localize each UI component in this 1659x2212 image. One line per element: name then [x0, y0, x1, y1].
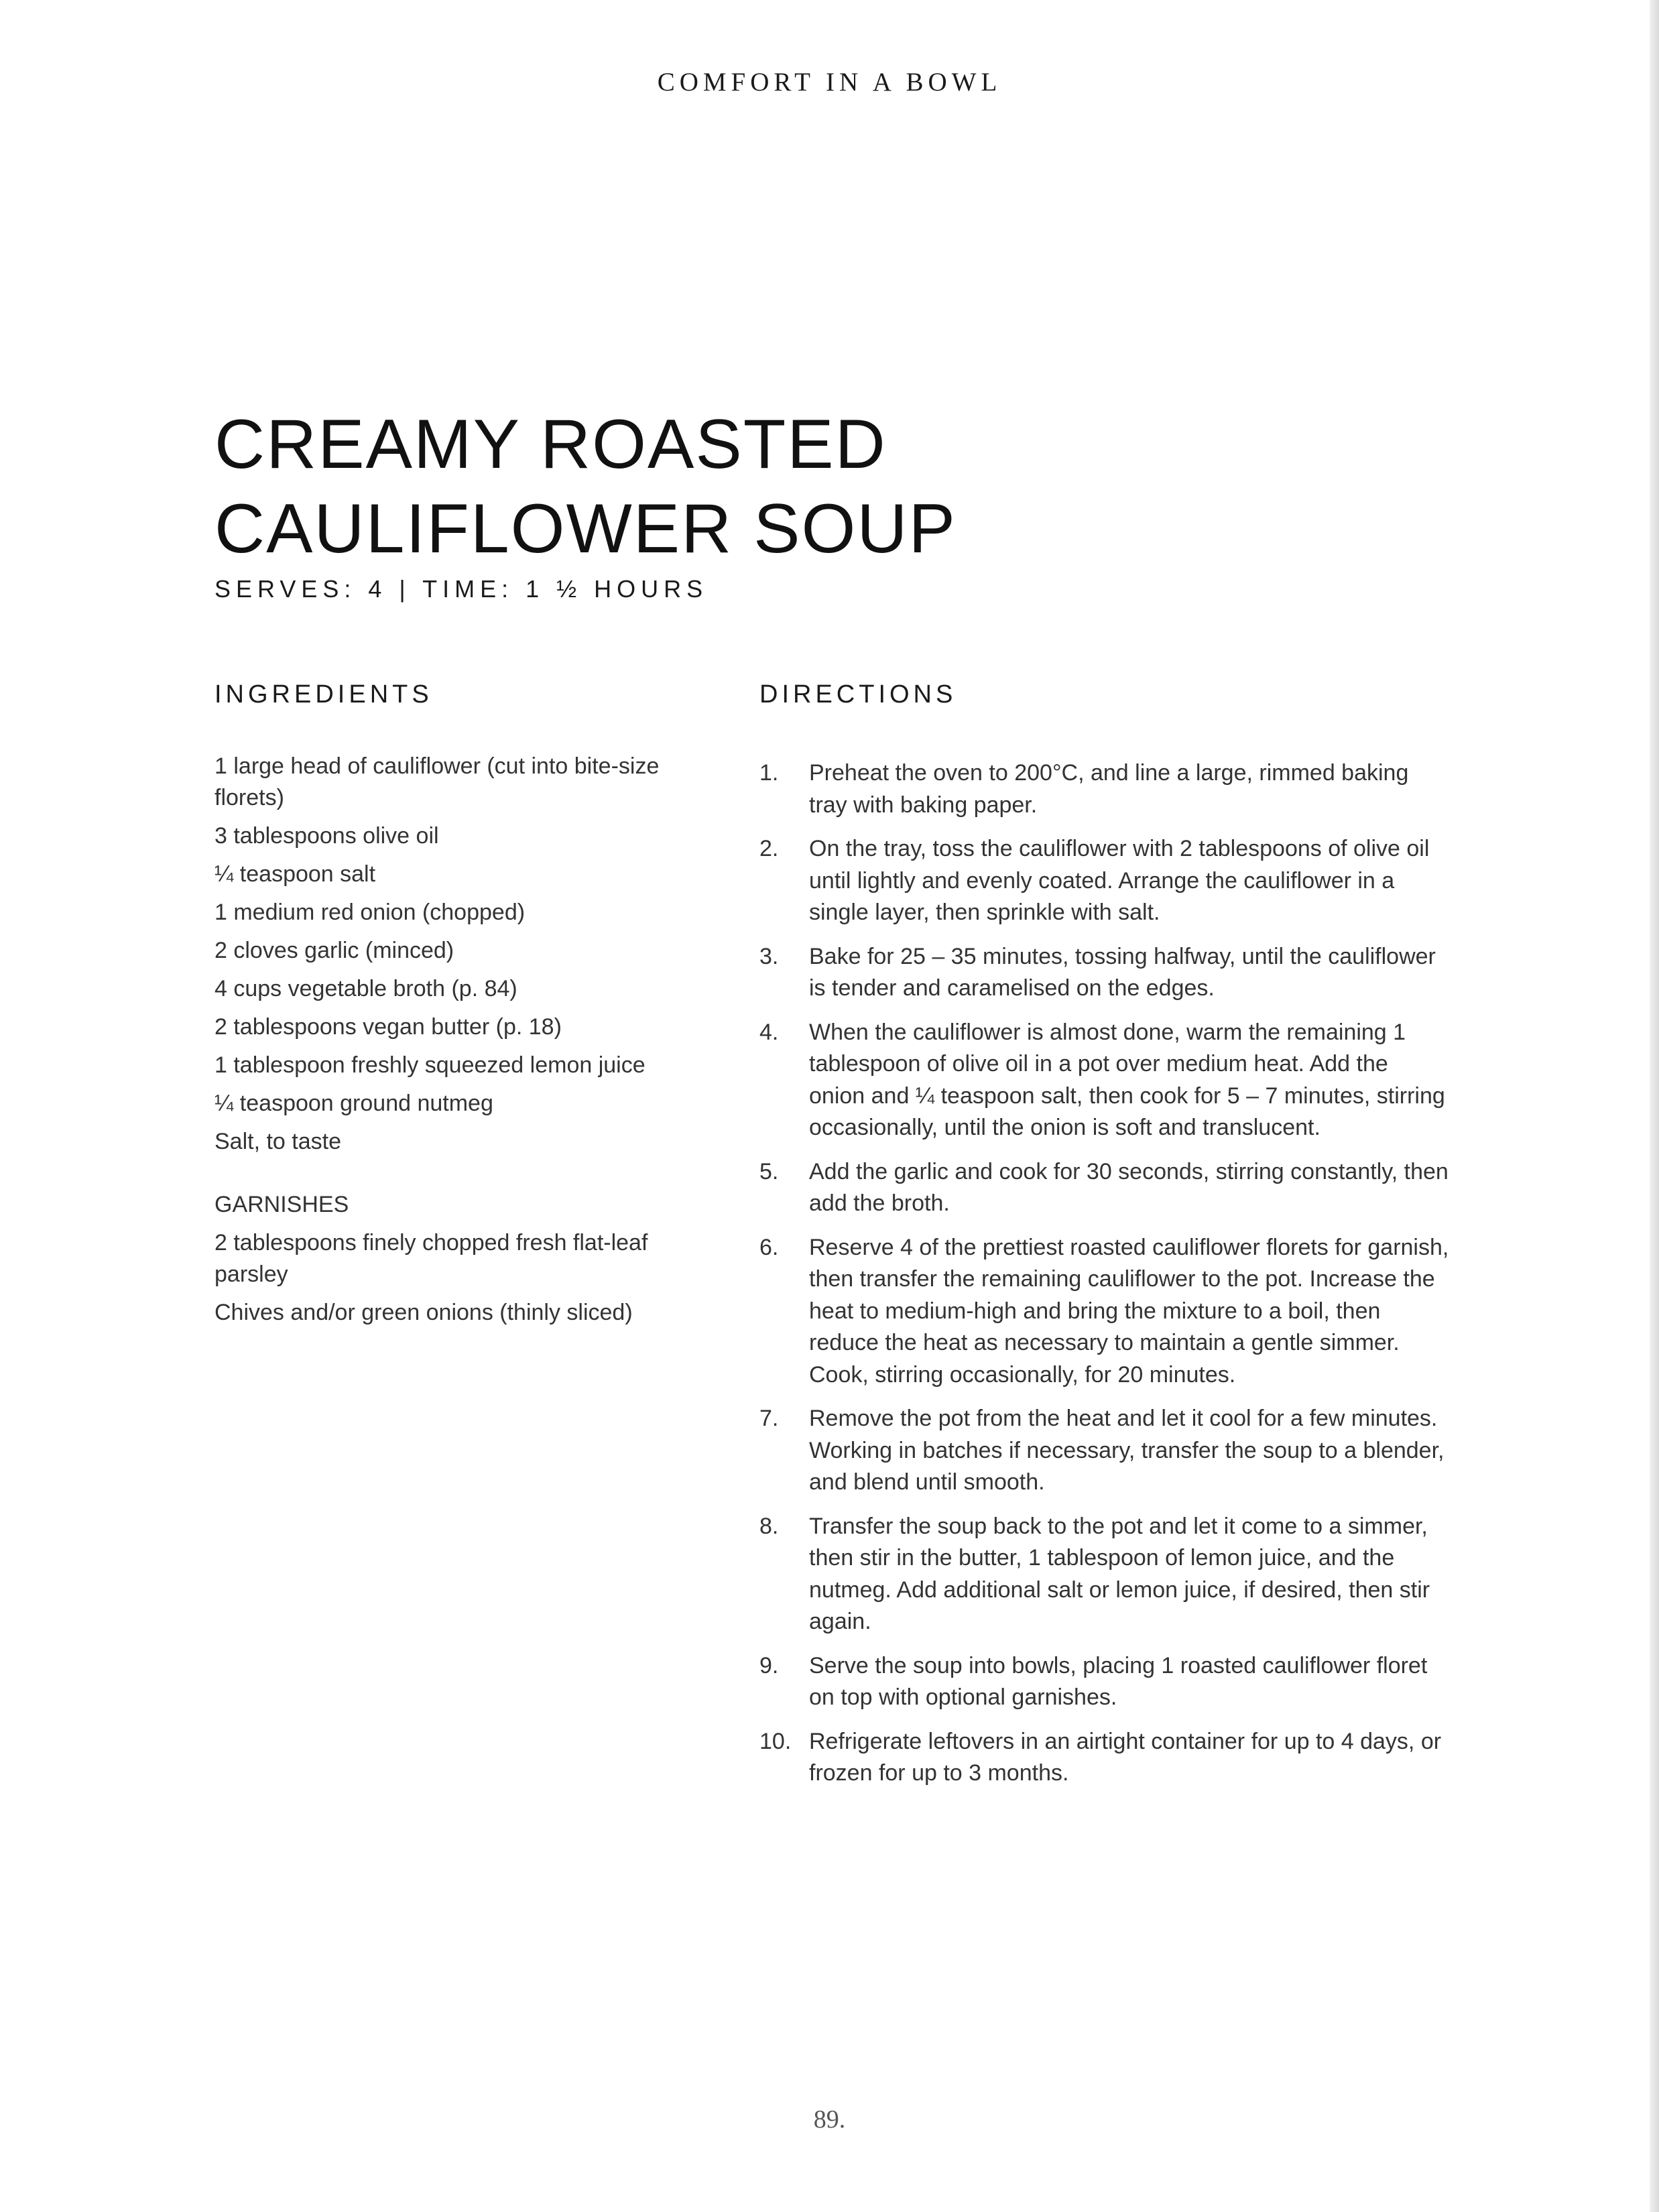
running-head: COMFORT IN A BOWL: [657, 68, 1002, 97]
step-text: Transfer the soup back to the pot and let it come to a simmer, then stir in the butter, 1 tablespoon of lemon juice, and the nutmeg. Add additional salt or lemon juice, if desired, then stir again.: [809, 1513, 1430, 1634]
ingredient-item: 1 tablespoon freshly squeezed lemon juice: [214, 1052, 646, 1078]
direction-step: [759, 1232, 1450, 1392]
ingredient-item: 4 cups vegetable broth (p. 84): [214, 976, 517, 1001]
direction-step: [759, 1156, 1450, 1220]
ingredients-section: [214, 751, 704, 1335]
direction-step: [759, 833, 1450, 929]
step-number: 10.: [759, 1728, 792, 1754]
page-edge-divider: [1650, 0, 1659, 2212]
step-text: Add the garlic and cook for 30 seconds, stirring constantly, then add the broth.: [809, 1158, 1449, 1216]
step-text: When the cauliflower is almost done, warm the remaining 1 tablespoon of olive oil in a pot over medium heat. Add the onion and ¼ teaspoon salt, then cook for 5 – 7 minutes, stirring occasionally, until the onion is soft and translucent.: [809, 1019, 1445, 1140]
step-number: 6.: [759, 1234, 779, 1260]
step-text: Reserve 4 of the prettiest roasted cauliflower florets for garnish, then transfer the remaining cauliflower to the pot. Increase the heat to medium-high and bring the mixture to a boil, then reduce the heat as necessary to maintain a gentle simmer. Cook, stirring occasionally, for 20 minutes.: [809, 1234, 1449, 1388]
ingredients-heading: INGREDIENTS: [214, 680, 433, 709]
step-text: Remove the pot from the heat and let it cool for a few minutes. Working in batches if necessary, transfer the soup to a blender, and blend until smooth.: [809, 1406, 1445, 1495]
step-text: Refrigerate leftovers in an airtight container for up to 4 days, or frozen for up to 3 months.: [809, 1728, 1442, 1786]
step-text: On the tray, toss the cauliflower with 2 tablespoons of olive oil until lightly and evenly coated. Arrange the cauliflower in a single layer, then sprinkle with salt.: [809, 836, 1430, 925]
garnishes-list: [214, 1227, 704, 1329]
direction-step: [759, 1403, 1450, 1499]
ingredient-item: ¼ teaspoon salt: [214, 861, 376, 887]
ingredient-item: 2 cloves garlic (minced): [214, 938, 454, 963]
page-number: 89.: [813, 2105, 846, 2134]
step-text: Bake for 25 – 35 minutes, tossing halfway, until the cauliflower is tender and caramelised on the edges.: [809, 943, 1436, 1001]
recipe-title-line-1: CREAMY ROASTED: [214, 406, 887, 483]
ingredient-item: ¼ teaspoon ground nutmeg: [214, 1091, 493, 1116]
direction-step: [759, 1017, 1450, 1144]
direction-step: [759, 941, 1450, 1005]
ingredient-item: 1 medium red onion (chopped): [214, 900, 526, 925]
step-number: 8.: [759, 1513, 779, 1539]
ingredient-item: Salt, to taste: [214, 1129, 341, 1154]
garnish-item: 2 tablespoons finely chopped fresh flat-leaf parsley: [214, 1230, 648, 1287]
step-number: 1.: [759, 760, 779, 786]
garnishes-heading: GARNISHES: [214, 1192, 349, 1217]
ingredient-item: 2 tablespoons vegan butter (p. 18): [214, 1014, 562, 1040]
directions-list: [759, 757, 1450, 1802]
step-number: 9.: [759, 1652, 779, 1678]
recipe-title: [214, 402, 1354, 571]
step-text: Serve the soup into bowls, placing 1 roasted cauliflower floret on top with optional garnishes.: [809, 1652, 1428, 1710]
ingredient-item: 3 tablespoons olive oil: [214, 823, 439, 849]
ingredients-list: [214, 751, 704, 1158]
directions-heading: DIRECTIONS: [759, 680, 957, 709]
recipe-title-line-2: CAULIFLOWER SOUP: [214, 490, 957, 568]
serves-time-line: SERVES: 4 | TIME: 1 ½ HOURS: [214, 575, 709, 603]
direction-step: [759, 1726, 1450, 1790]
direction-step: [759, 1511, 1450, 1638]
direction-step: [759, 757, 1450, 821]
step-number: 7.: [759, 1406, 779, 1431]
step-number: 2.: [759, 836, 779, 861]
step-number: 3.: [759, 943, 779, 969]
direction-step: [759, 1650, 1450, 1714]
step-text: Preheat the oven to 200°C, and line a large, rimmed baking tray with baking paper.: [809, 760, 1409, 818]
step-number: 4.: [759, 1019, 779, 1045]
step-number: 5.: [759, 1158, 779, 1184]
ingredient-item: 1 large head of cauliflower (cut into bite-size florets): [214, 753, 660, 810]
garnish-item: Chives and/or green onions (thinly sliced): [214, 1300, 633, 1325]
